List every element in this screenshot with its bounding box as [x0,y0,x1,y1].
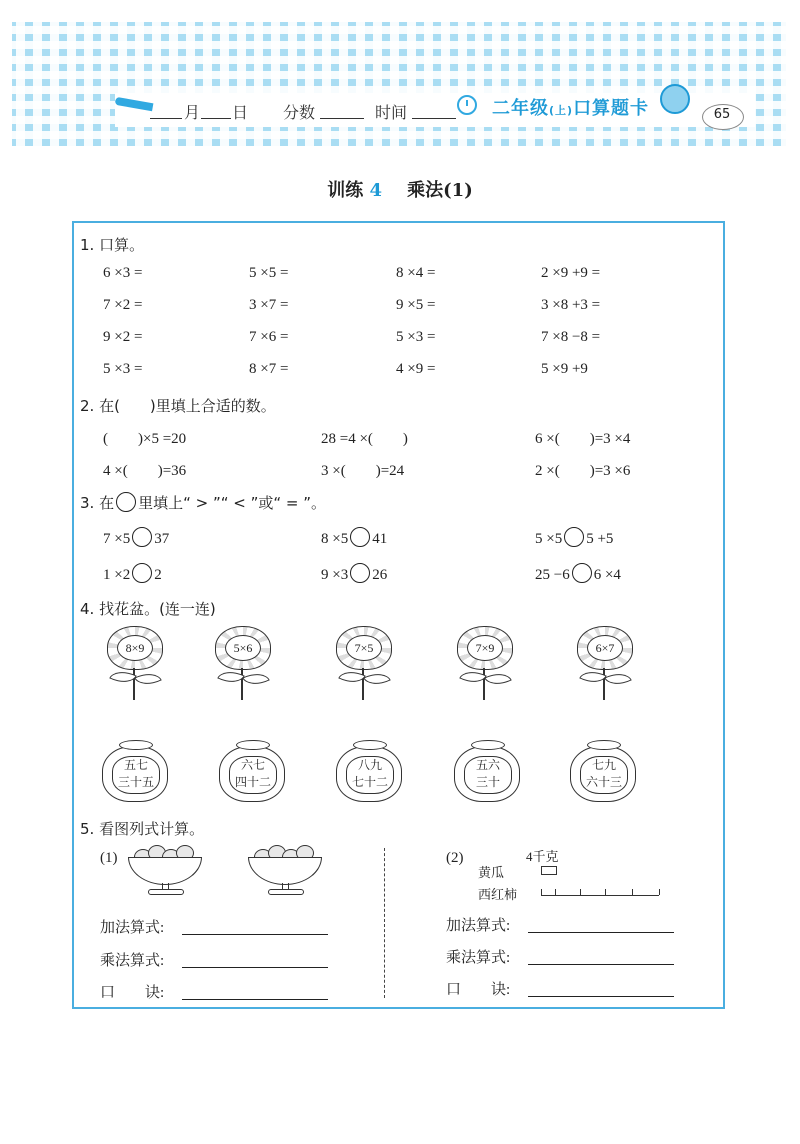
calc-item: 4 ×9 = [396,361,436,377]
pot-rim-icon [119,740,153,750]
section-3-heading-b: 里填上“ > ”“ < ”或“ = ”。 [138,494,327,512]
section-3-heading [80,492,326,513]
month-blank [150,118,182,119]
calc-item: 7 ×2 = [103,297,143,313]
tick [541,889,542,895]
compare-circle[interactable] [350,563,370,583]
pot-label-bottom: 四十二 [234,775,271,789]
brand-title: 口算题卡 [573,98,650,119]
title-lesson: 训练 [327,180,364,201]
title-number: 4 [369,180,383,201]
compare-right: 37 [154,531,170,547]
compare-right: 6 ×4 [593,567,621,583]
pot-label-bottom: 六十三 [585,775,622,789]
calc-item: 7 ×6 = [249,329,289,345]
compare-right: 26 [372,567,388,583]
leaf-icon [604,668,632,691]
header-info-bar [115,93,755,127]
compare-circle[interactable] [350,527,370,547]
flower-expression: 6×7 [587,635,623,661]
compare-left: 5 ×5 [535,531,563,547]
flower-pot[interactable] [570,740,636,800]
time-blank [412,118,456,119]
flower[interactable] [574,626,634,702]
flower-pot[interactable] [336,740,402,800]
leaf-icon [134,668,162,691]
pot-label-top: 五七 [123,758,148,772]
pot-label [112,756,160,794]
compare-circle[interactable] [132,527,152,547]
stem-icon [133,668,135,700]
fill-item[interactable]: 2 ×( )=3 ×6 [535,463,631,479]
flower[interactable] [333,626,393,702]
fill-item[interactable]: 4 ×( )=36 [103,463,187,479]
flower[interactable] [104,626,164,702]
compare-left: 9 ×3 [321,567,349,583]
multiplication-answer-line[interactable] [528,964,674,965]
compare-item [103,563,162,584]
calc-item: 5 ×3 = [396,329,436,345]
pot-label-bottom: 三十 [475,775,500,789]
section-1-heading: 1. 口算。 [80,236,145,254]
stem-icon [362,668,364,700]
addition-label: 加法算式: [446,918,511,934]
day-blank [201,118,231,119]
cucumber-label: 黄瓜 [478,865,505,880]
tick [632,889,633,895]
day-label: 日 [232,103,249,122]
weight-label: 4千克 [526,849,559,864]
stem-icon [483,668,485,700]
calc-item: 6 ×3 = [103,265,143,281]
flower-pot[interactable] [454,740,520,800]
pot-label [229,756,277,794]
flower-pot[interactable] [219,740,285,800]
pot-label-top: 八九 [357,758,382,772]
calc-item: 5 ×3 = [103,361,143,377]
title-topic: 乘法(1) [407,180,473,201]
pot-label [346,756,394,794]
pot-label [464,756,512,794]
pot-label [580,756,628,794]
tomato-label: 西红柿 [478,887,518,902]
compare-circle[interactable] [564,527,584,547]
time-label: 时间 [375,103,408,122]
stem-icon [603,668,605,700]
calc-item: 5 ×5 = [249,265,289,281]
compare-left: 25 −6 [535,567,570,583]
divider [384,848,385,998]
flower-expression: 7×9 [467,635,503,661]
multiplication-answer-line[interactable] [182,967,328,968]
section-3-heading-a: 3. 在 [80,494,115,512]
circle-icon [116,492,136,512]
brand-logo [492,94,649,120]
leaf-icon [242,668,270,691]
pot-label-bottom: 三十五 [117,775,154,789]
part-1-label: (1) [100,850,118,866]
compare-right: 41 [372,531,388,547]
fill-item[interactable]: ( )×5 =20 [103,431,187,447]
flower[interactable] [454,626,514,702]
pot-label-bottom: 七十二 [351,775,388,789]
mascot-icon [660,84,690,114]
calc-item: 2 ×9 +9 = [541,265,601,281]
score-label: 分数 [283,103,316,122]
fill-item[interactable]: 6 ×( )=3 ×4 [535,431,631,447]
page-title [0,176,800,202]
compare-item [321,563,387,584]
leaf-icon [363,668,391,691]
flower-expression: 5×6 [225,635,261,661]
compare-circle[interactable] [572,563,592,583]
pot-label-top: 五六 [475,758,500,772]
calc-item: 5 ×9 +9 [541,361,588,377]
section-5-heading: 5. 看图列式计算。 [80,820,205,838]
leaf-icon [484,668,512,691]
tick [555,889,556,895]
tomato-bar [541,891,659,896]
compare-left: 7 ×5 [103,531,131,547]
addition-label: 加法算式: [100,920,165,936]
calc-item: 8 ×7 = [249,361,289,377]
fruit-bowl-icon [128,843,204,899]
pot-label-top: 七九 [591,758,616,772]
tick [659,889,660,895]
calc-item: 3 ×7 = [249,297,289,313]
compare-right: 2 [154,567,162,583]
multiplication-label: 乘法算式: [446,950,511,966]
compare-left: 8 ×5 [321,531,349,547]
flower-expression: 8×9 [117,635,153,661]
page-number: 65 [713,107,731,122]
section-4-heading: 4. 找花盆。(连一连) [80,600,216,618]
compare-item [535,527,613,548]
tick [605,889,606,895]
cucumber-bar [541,866,557,875]
rhyme-answer-line[interactable] [182,999,328,1000]
compare-right: 5 +5 [586,531,614,547]
addition-answer-line[interactable] [182,934,328,935]
section-2-heading: 2. 在( )里填上合适的数。 [80,397,276,415]
stem-icon [241,668,243,700]
part-2-label: (2) [446,850,464,866]
calc-item: 3 ×8 +3 = [541,297,601,313]
flower-pot[interactable] [102,740,168,800]
calc-item: 9 ×5 = [396,297,436,313]
rhyme-label: 口 诀: [446,982,511,998]
calc-item: 7 ×8 −8 = [541,329,601,345]
rhyme-label: 口 诀: [100,985,165,1001]
clock-icon [457,95,477,115]
pot-label-top: 六七 [240,758,265,772]
fruit-bowl-icon [248,843,324,899]
pot-rim-icon [236,740,270,750]
pot-rim-icon [471,740,505,750]
multiplication-label: 乘法算式: [100,953,165,969]
compare-item [321,527,387,548]
score-blank [320,118,364,119]
calc-item: 9 ×2 = [103,329,143,345]
pot-rim-icon [587,740,621,750]
calc-item: 8 ×4 = [396,265,436,281]
flower-expression: 7×5 [346,635,382,661]
tick [580,889,581,895]
compare-circle[interactable] [132,563,152,583]
flower[interactable] [212,626,272,702]
rhyme-answer-line[interactable] [528,996,674,997]
fill-item[interactable]: 3 ×( )=24 [321,463,405,479]
compare-item [535,563,621,584]
compare-item [103,527,169,548]
addition-answer-line[interactable] [528,932,674,933]
brand-grade-title: 二年级 [492,98,549,119]
pot-rim-icon [353,740,387,750]
compare-left: 1 ×2 [103,567,131,583]
month-label: 月 [184,103,201,122]
brand-term: (上) [549,104,574,117]
fill-item[interactable]: 28 =4 ×( ) [321,431,408,447]
